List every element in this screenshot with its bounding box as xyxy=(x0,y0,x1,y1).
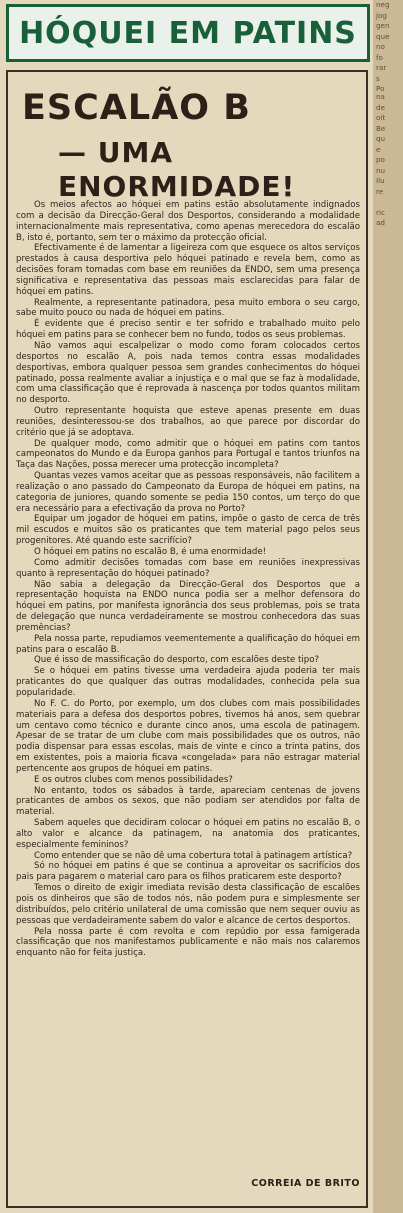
paragraph: Pela nossa parte, repudiamos veementemente a qualificação do hóquei em patins para o escalão B. xyxy=(16,633,360,655)
paragraph: De qualquer modo, como admitir que o hóquei em patins com tantos campeonatos do Mundo e da Europa ganhos para Portugal e tantos triunfos na Taça das Nações, possa merecer uma protecção incompleta? xyxy=(16,438,360,471)
adjacent-column-fragment xyxy=(373,0,403,1213)
paragraph: Efectivamente é de lamentar a ligeireza com que esquece os altos serviços prestados à causa desportiva pelo hóquei patinado e revela bem, como as decisões foram tomadas com base em reuniões da ENDO, sem uma presença significativa e representativa das pessoas mais esclarecidas para falar de hóquei em patins. xyxy=(16,243,360,297)
paragraph: Não sabia a delegação da Direcção-Geral dos Desportos que a representação hoquista na ENDO nunca podia ser a melhor defensora do hóquei em patins, por manifesta ignorância dos seus problemas, pois se trata de delegação que nunca verdadeiramente se mostrou conhecedora das suas premências? xyxy=(16,579,360,633)
paragraph: Só no hóquei em patins é que se continua a aproveitar os sacrifícios dos pais para pagarem o material caro para os filhos praticarem este desporto? xyxy=(16,861,360,883)
paragraph: Não vamos aqui escalpelizar o modo como foram colocados certos desportos no escalão A, pois nada temos contra essas modalidades desportivas, embora qualquer pessoa sem grandes conhecimentos do hóquei patinado, possa realmente avaliar a injustiça e o mal que se faz à modalidade, com uma classificação que é reprovada à nascença por todos quantos militam no desporto. xyxy=(16,340,360,406)
paragraph: Que é isso de massificação do desporto, com escalões deste tipo? xyxy=(34,655,320,666)
article-body xyxy=(16,200,360,959)
paragraph: Realmente, a representante patinadora, pesa muito embora o seu cargo, sabe muito pouco ou nada de hóquei em patins. xyxy=(16,297,360,319)
paragraph: É evidente que é preciso sentir e ter sofrido e trabalhado muito pelo hóquei em patins para se conhecer bem no fundo, todos os seus problemas. xyxy=(16,319,360,341)
headline-line-1: ESCALÃO B xyxy=(22,88,251,128)
adjacent-text-middle: na de oit Be qu e po nu Ilu re ric ad xyxy=(376,92,386,227)
paragraph: Sabem aqueles que decidiram colocar o hóquei em patins no escalão B, o alto valor e alcance da patinagem, na anatomia dos praticantes, especialmente femininos? xyxy=(16,818,360,850)
adjacent-text-top: neg jog gen que no fo rar s Po xyxy=(376,0,390,93)
author-byline: CORREIA DE BRITO xyxy=(251,1178,360,1189)
paragraph: Temos o direito de exigir imediata revisão desta classificação de escalões pois os dinheiros que são de todos nós, não podem pura e simplesmente ser distribuídos, pelo critério unilateral de uma comissão que nem sequer ouviu as pessoas que verdadeiramente sabem do valor e alcance de certos desportos. xyxy=(16,883,360,926)
paragraph: Os meios afectos ao hóquei em patins estão absolutamente indignados com a decisão da Direcção-Geral dos Desportos, considerando a modalidade internacionalmente mais representativa, como apenas merecedora do escalão B, isto é, portanto, sem ter o máximo da protecção oficial. xyxy=(16,200,360,243)
headline-line-2: — UMA ENORMIDADE! xyxy=(58,136,296,203)
paragraph: No F. C. do Porto, por exemplo, um dos clubes com mais possibilidades materiais para a defesa dos desportos pobres, tivemos há anos, sem quebrar um centavo como técnico e durante cinco anos, uma escola de patinagem. Apesar de se tratar de um clube com mais possibilidades que os outros, não podia dispensar para essas escolas, mais de vinte e cinco a trinta patins, dos em existentes, pois a maioria ficava «congelada» para não estragar material pertencente aos grupos de hóquei em patins. xyxy=(16,698,360,774)
paragraph: Equipar um jogador de hóquei em patins, impõe o gasto de cerca de três mil escudos e muitos são os praticantes que tem material pago pelos seus progenitores. Até quando este sacrifício? xyxy=(16,514,360,547)
paragraph: Outro representante hoquista que esteve apenas presente em duas reuniões, desinteressou-se dos trabalhos, ao que parece por discordar do critério que já se adoptava. xyxy=(16,406,360,438)
paragraph: Quantas vezes vamos aceitar que as pessoas responsáveis, não facilitem a realização o ano passado do Campeonato da Europa de hóquei em patins, na categoria de juniores, quando somente se pedia 150 contos, um terço do que era necessário para a efectivação da prova no Porto? xyxy=(16,471,360,514)
paragraph: E os outros clubes com menos possibilidades? xyxy=(34,774,233,785)
paragraph: Pela nossa parte é com revolta e com repúdio por essa famigerada classificação que nos manifestamos publicamente e não mais nos calaremos enquanto não for feita justiça. xyxy=(16,926,360,959)
paragraph: No entanto, todos os sábados à tarde, apareciam centenas de jovens praticantes de ambos os sexos, que não podiam ser atendidos por falta de material. xyxy=(16,785,360,818)
section-title: HÓQUEI EM PATINS xyxy=(19,16,357,51)
paragraph: Como entender que se não dê uma cobertura total à patinagem artística? xyxy=(34,850,353,861)
paragraph: Se o hóquei em patins tivesse uma verdadeira ajuda poderia ter mais praticantes do que qualquer das outras modalidades, conhecida pela sua popularidade. xyxy=(16,666,360,698)
section-banner xyxy=(6,4,370,62)
paragraph: Como admitir decisões tomadas com base em reuniões inexpressivas quanto à representação do hóquei patinado? xyxy=(16,557,360,579)
paragraph: O hóquei em patins no escalão B, é uma enormidade! xyxy=(34,547,267,557)
